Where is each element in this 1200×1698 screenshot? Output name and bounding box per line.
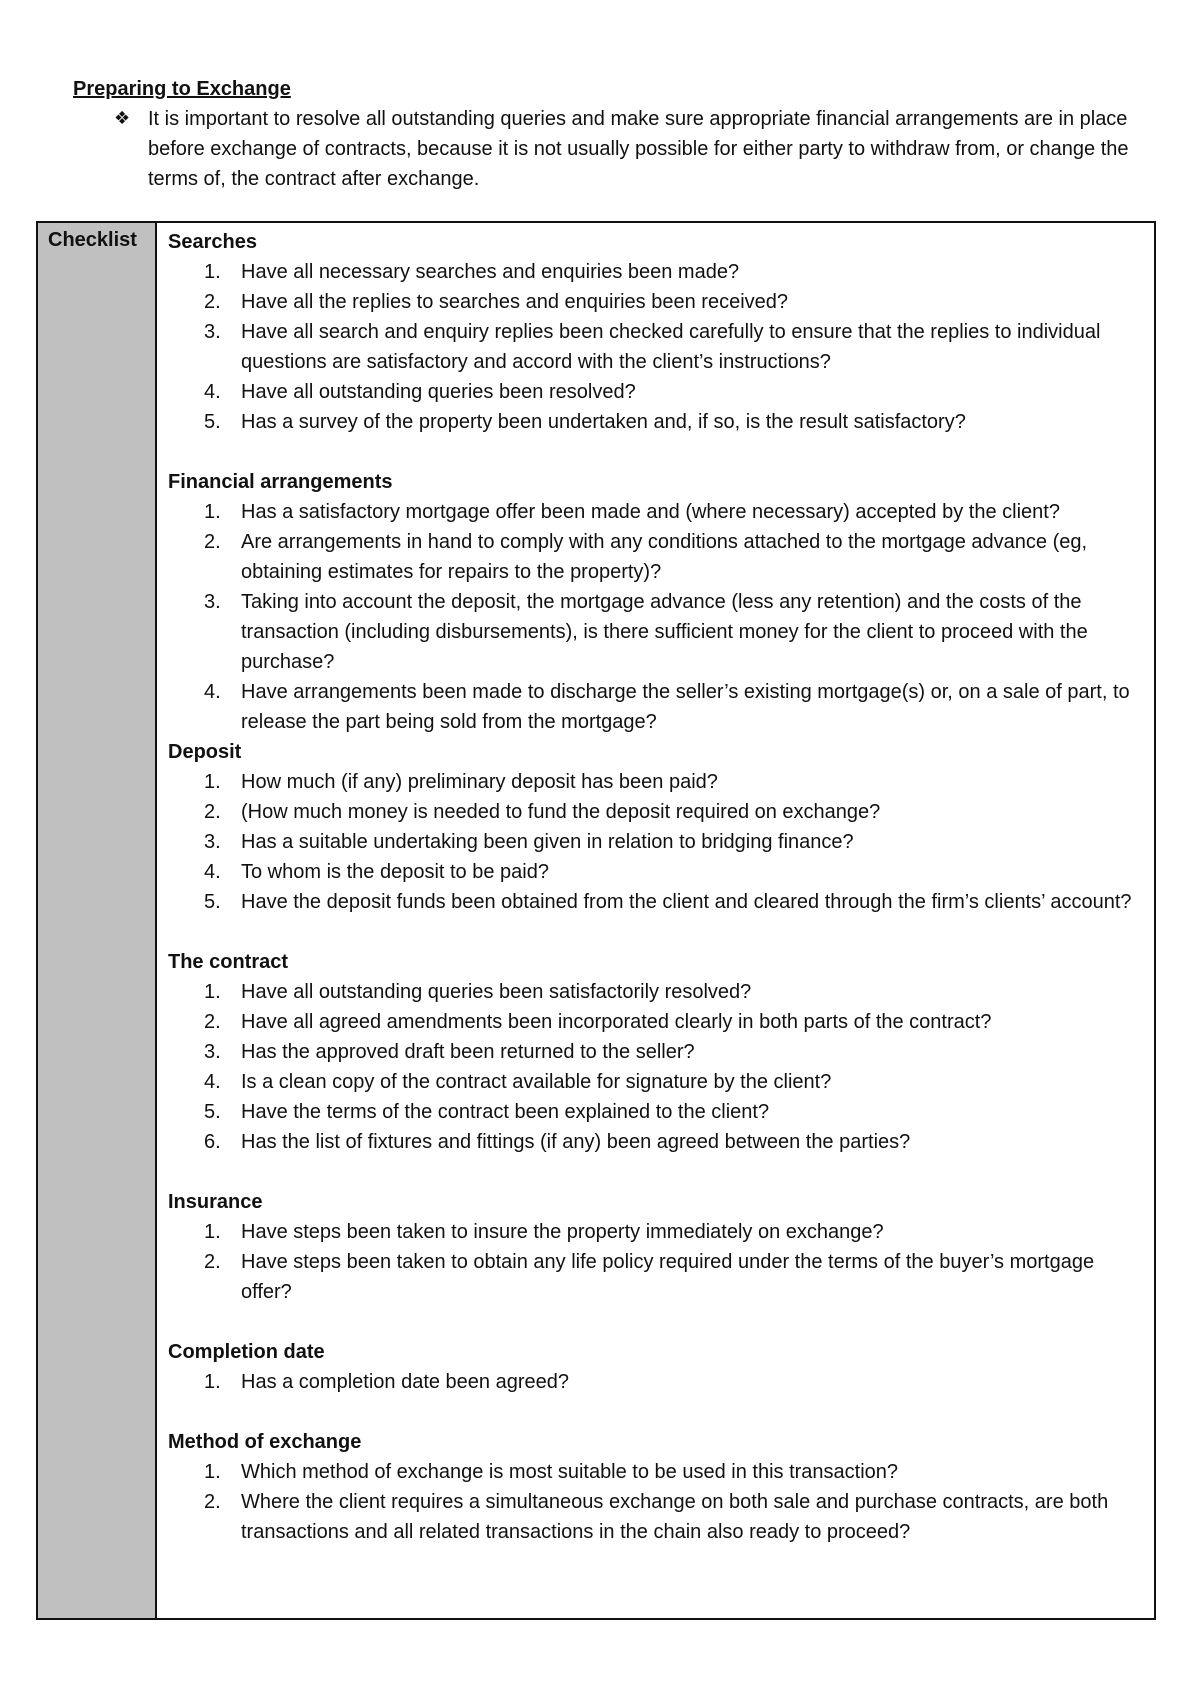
section-title: The contract <box>168 951 289 973</box>
item-text: Are arrangements in hand to comply with any conditions attached to the mortgage advance (eg, obtaining estimates for repairs to the property)? <box>241 531 1088 583</box>
item-number: 4. <box>204 1071 221 1093</box>
list-item <box>168 527 1140 587</box>
list-item <box>168 257 1140 287</box>
item-number: 1. <box>204 261 221 283</box>
list-item <box>168 827 1140 857</box>
item-text: Which method of exchange is most suitable to be used in this transaction? <box>241 1461 899 1483</box>
item-text: Have all outstanding queries been resolved? <box>241 381 636 403</box>
checklist-label-cell <box>38 223 157 1618</box>
item-number: 2. <box>204 531 221 553</box>
item-number: 1. <box>204 771 221 793</box>
item-text: Have all search and enquiry replies been checked carefully to ensure that the replies to individual questions are satisfactory and accord with the client’s instructions? <box>241 321 1101 373</box>
checklist-section <box>168 737 1140 917</box>
section-item-list <box>168 257 1140 437</box>
item-text: (How much money is needed to fund the deposit required on exchange? <box>241 801 881 823</box>
list-item <box>168 1037 1140 1067</box>
item-number: 1. <box>204 981 221 1003</box>
intro-list <box>114 104 1144 194</box>
list-item <box>168 587 1140 677</box>
item-number: 3. <box>204 591 221 613</box>
item-text: Has a survey of the property been undertaken and, if so, is the result satisfactory? <box>241 411 966 433</box>
item-text: Has the list of fixtures and fittings (if any) been agreed between the parties? <box>241 1131 911 1153</box>
section-item-list <box>168 977 1140 1157</box>
checklist-section <box>168 1337 1140 1397</box>
list-item <box>168 887 1140 917</box>
section-item-list <box>168 1457 1140 1547</box>
item-text: Have arrangements been made to discharge the seller’s existing mortgage(s) or, on a sale of part, to release the part being sold from the mortgage? <box>241 681 1130 733</box>
item-number: 4. <box>204 681 221 703</box>
item-text: Have all necessary searches and enquiries been made? <box>241 261 740 283</box>
list-item <box>168 1367 1140 1397</box>
section-spacer <box>168 437 1140 467</box>
item-text: Have all agreed amendments been incorporated clearly in both parts of the contract? <box>241 1011 992 1033</box>
list-item <box>168 1457 1140 1487</box>
checklist-section <box>168 1187 1140 1307</box>
section-title: Insurance <box>168 1191 263 1213</box>
item-text: Have all outstanding queries been satisfactorily resolved? <box>241 981 752 1003</box>
item-number: 4. <box>204 861 221 883</box>
list-item <box>168 1247 1140 1307</box>
list-item <box>168 977 1140 1007</box>
item-text: Have steps been taken to insure the property immediately on exchange? <box>241 1221 884 1243</box>
list-item <box>168 1097 1140 1127</box>
item-number: 2. <box>204 291 221 313</box>
section-title: Financial arrangements <box>168 471 393 493</box>
section-item-list <box>168 1367 1140 1397</box>
list-item <box>168 317 1140 377</box>
item-number: 5. <box>204 891 221 913</box>
list-item <box>168 1007 1140 1037</box>
item-number: 4. <box>204 381 221 403</box>
item-text: Has a suitable undertaking been given in relation to bridging finance? <box>241 831 854 853</box>
list-item <box>168 287 1140 317</box>
item-number: 1. <box>204 501 221 523</box>
item-text: Where the client requires a simultaneous exchange on both sale and purchase contracts, are both transactions and all related transactions in the chain also ready to proceed? <box>241 1491 1109 1543</box>
section-spacer <box>168 1157 1140 1187</box>
intro-bullet-item <box>114 104 1144 194</box>
item-text: Have all the replies to searches and enquiries been received? <box>241 291 789 313</box>
page-heading: Preparing to Exchange <box>73 78 291 100</box>
checklist-section <box>168 947 1140 1157</box>
checklist-content-cell <box>157 223 1154 1618</box>
item-text: Have the terms of the contract been explained to the client? <box>241 1101 770 1123</box>
item-number: 2. <box>204 1011 221 1033</box>
list-item <box>168 377 1140 407</box>
list-item <box>168 767 1140 797</box>
item-number: 3. <box>204 1041 221 1063</box>
checklist-label: Checklist <box>48 229 137 251</box>
item-number: 1. <box>204 1371 221 1393</box>
section-title: Method of exchange <box>168 1431 362 1453</box>
section-item-list <box>168 497 1140 737</box>
item-number: 5. <box>204 411 221 433</box>
diamond-bullet-icon: ❖ <box>114 108 131 129</box>
item-text: Have the deposit funds been obtained from the client and cleared through the firm’s clients’ account? <box>241 891 1132 913</box>
checklist-section <box>168 1427 1140 1547</box>
item-text: To whom is the deposit to be paid? <box>241 861 549 883</box>
list-item <box>168 857 1140 887</box>
list-item <box>168 1487 1140 1547</box>
checklist-table <box>36 221 1156 1620</box>
list-item <box>168 1127 1140 1157</box>
item-text: Has the approved draft been returned to the seller? <box>241 1041 695 1063</box>
item-number: 1. <box>204 1461 221 1483</box>
item-number: 2. <box>204 801 221 823</box>
checklist-section <box>168 467 1140 737</box>
item-number: 2. <box>204 1491 221 1513</box>
item-number: 2. <box>204 1251 221 1273</box>
section-title: Searches <box>168 231 257 253</box>
section-title: Deposit <box>168 741 242 763</box>
item-number: 6. <box>204 1131 221 1153</box>
section-item-list <box>168 767 1140 917</box>
section-item-list <box>168 1217 1140 1307</box>
item-text: Have steps been taken to obtain any life policy required under the terms of the buyer’s mortgage offer? <box>241 1251 1095 1303</box>
item-number: 5. <box>204 1101 221 1123</box>
list-item <box>168 407 1140 437</box>
checklist-section <box>168 227 1140 437</box>
list-item <box>168 1217 1140 1247</box>
item-text: Has a completion date been agreed? <box>241 1371 570 1393</box>
item-number: 1. <box>204 1221 221 1243</box>
item-text: Taking into account the deposit, the mortgage advance (less any retention) and the costs of the transaction (including disbursements), is there sufficient money for the client to proceed with the purchase? <box>241 591 1088 673</box>
section-spacer <box>168 917 1140 947</box>
list-item <box>168 1067 1140 1097</box>
list-item <box>168 797 1140 827</box>
item-text: Is a clean copy of the contract available for signature by the client? <box>241 1071 832 1093</box>
item-text: Has a satisfactory mortgage offer been made and (where necessary) accepted by the client? <box>241 501 1060 523</box>
item-text: How much (if any) preliminary deposit has been paid? <box>241 771 718 793</box>
list-item <box>168 677 1140 737</box>
section-spacer <box>168 1397 1140 1427</box>
list-item <box>168 497 1140 527</box>
section-spacer <box>168 1307 1140 1337</box>
item-number: 3. <box>204 321 221 343</box>
intro-text: It is important to resolve all outstanding queries and make sure appropriate financial arrangements are in place before exchange of contracts, because it is not usually possible for either party to withdraw from, or change the terms of, the contract after exchange. <box>148 108 1129 190</box>
item-number: 3. <box>204 831 221 853</box>
section-title: Completion date <box>168 1341 325 1363</box>
